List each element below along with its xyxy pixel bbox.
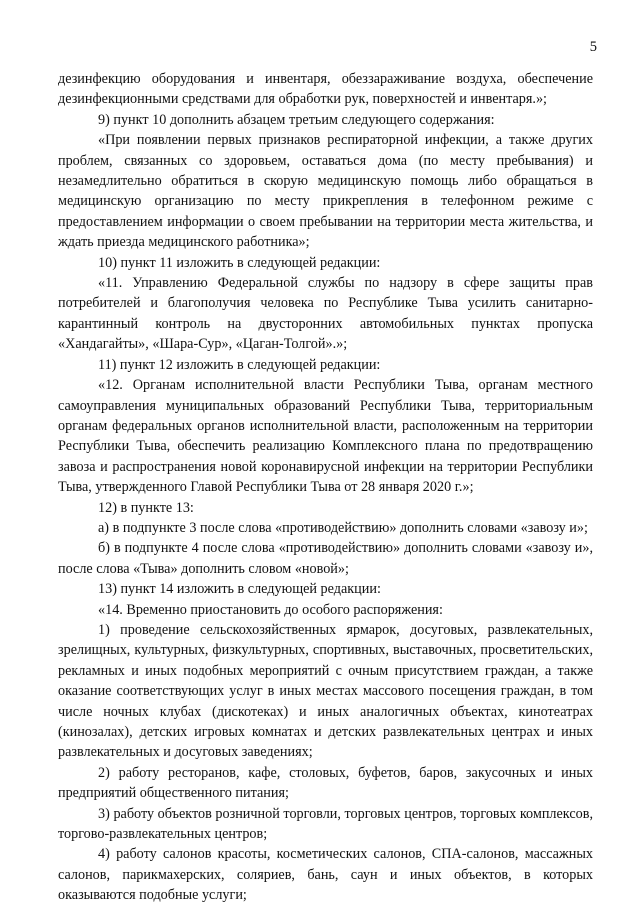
paragraph: «14. Временно приостановить до особого распоряжения: [98,601,443,618]
paragraph: дезинфекцию оборудования и инвентаря, обеззараживание воздуха, обеспечение дезинфекционными средствами для обработки рук, поверхностей и инвентаря.»; [58,71,593,108]
paragraph: 2) работу ресторанов, кафе, столовых, буфетов, баров, закусочных и иных предприятий общественного питания; [58,764,593,802]
paragraph: «12. Органам исполнительной власти Республики Тыва, органам местного самоуправления муниципальных образований Республики Тыва, территориальным органам федеральных органов исполнительной власти, расположенным на территории Республики Тыва, обеспечить реализацию Комплексного плана по предотвращению завоза и распространения новой коронавирусной инфекции на территории Республики Тыва, утвержденного Главой Республики Тыва от 28 января 2020 г.»; [58,377,593,496]
paragraph: «11. Управлению Федеральной службы по надзору в сфере защиты прав потребителей и благополучия человека по Республике Тыва усилить санитарно-карантинный контроль на двусторонних автомобильных пунктах пропуска «Хандагайты», «Шара-Сур», «Цаган-Толгой».»; [58,275,593,353]
paragraph: 9) пункт 10 дополнить абзацем третьим следующего содержания: [98,111,495,128]
paragraph: а) в подпункте 3 после слова «противодействию» дополнить словами «завозу и»; [98,519,588,536]
paragraph: 13) пункт 14 изложить в следующей редакции: [98,581,381,598]
paragraph: 3) работу объектов розничной торговли, торговых центров, торговых комплексов, торгово-развлекательных центров; [58,805,593,843]
paragraph: 4) работу салонов красоты, косметических салонов, СПА-салонов, массажных салонов, парикмахерских, соляриев, бань, саун и иных объектов, в которых оказываются подобные услуги; [58,846,593,904]
paragraph: 10) пункт 11 изложить в следующей редакции: [98,254,381,271]
paragraph: б) в подпункте 4 после слова «противодействию» дополнить словами «завозу и», после слова «Тыва» дополнить словом «новой»; [58,540,593,577]
paragraph: 12) в пункте 13: [98,499,194,516]
paragraph: «При появлении первых признаков респираторной инфекции, а также других проблем, связанных со здоровьем, оставаться дома (по месту пребывания) и незамедлительно обратиться в скорую медицинскую помощь либо обращаться в медицинскую организацию по месту прикрепления в телефонном режиме с предоставлением информации о своем пребывании на территории места жительства, и ждать приезда медицинского работника»; [58,132,593,251]
paragraph: 1) проведение сельскохозяйственных ярмарок, досуговых, развлекательных, зрелищных, культурных, физкультурных, спортивных, выставочных, просветительских, рекламных и иных подобных мероприятий с очным присутствием граждан, а также оказание соответствующих услуг в иных местах массового посещения граждан, в том числе ночных клубах (дискотеках) и иных аналогичных объектах, кинотеатрах (кинозалах), детских игровых комнатах и детских развлекательных центрах и иных развлекательных и досуговых заведениях; [58,621,593,761]
document-body [58,69,593,906]
paragraph: 11) пункт 12 изложить в следующей редакции: [98,356,381,373]
page-number: 5 [589,39,597,55]
